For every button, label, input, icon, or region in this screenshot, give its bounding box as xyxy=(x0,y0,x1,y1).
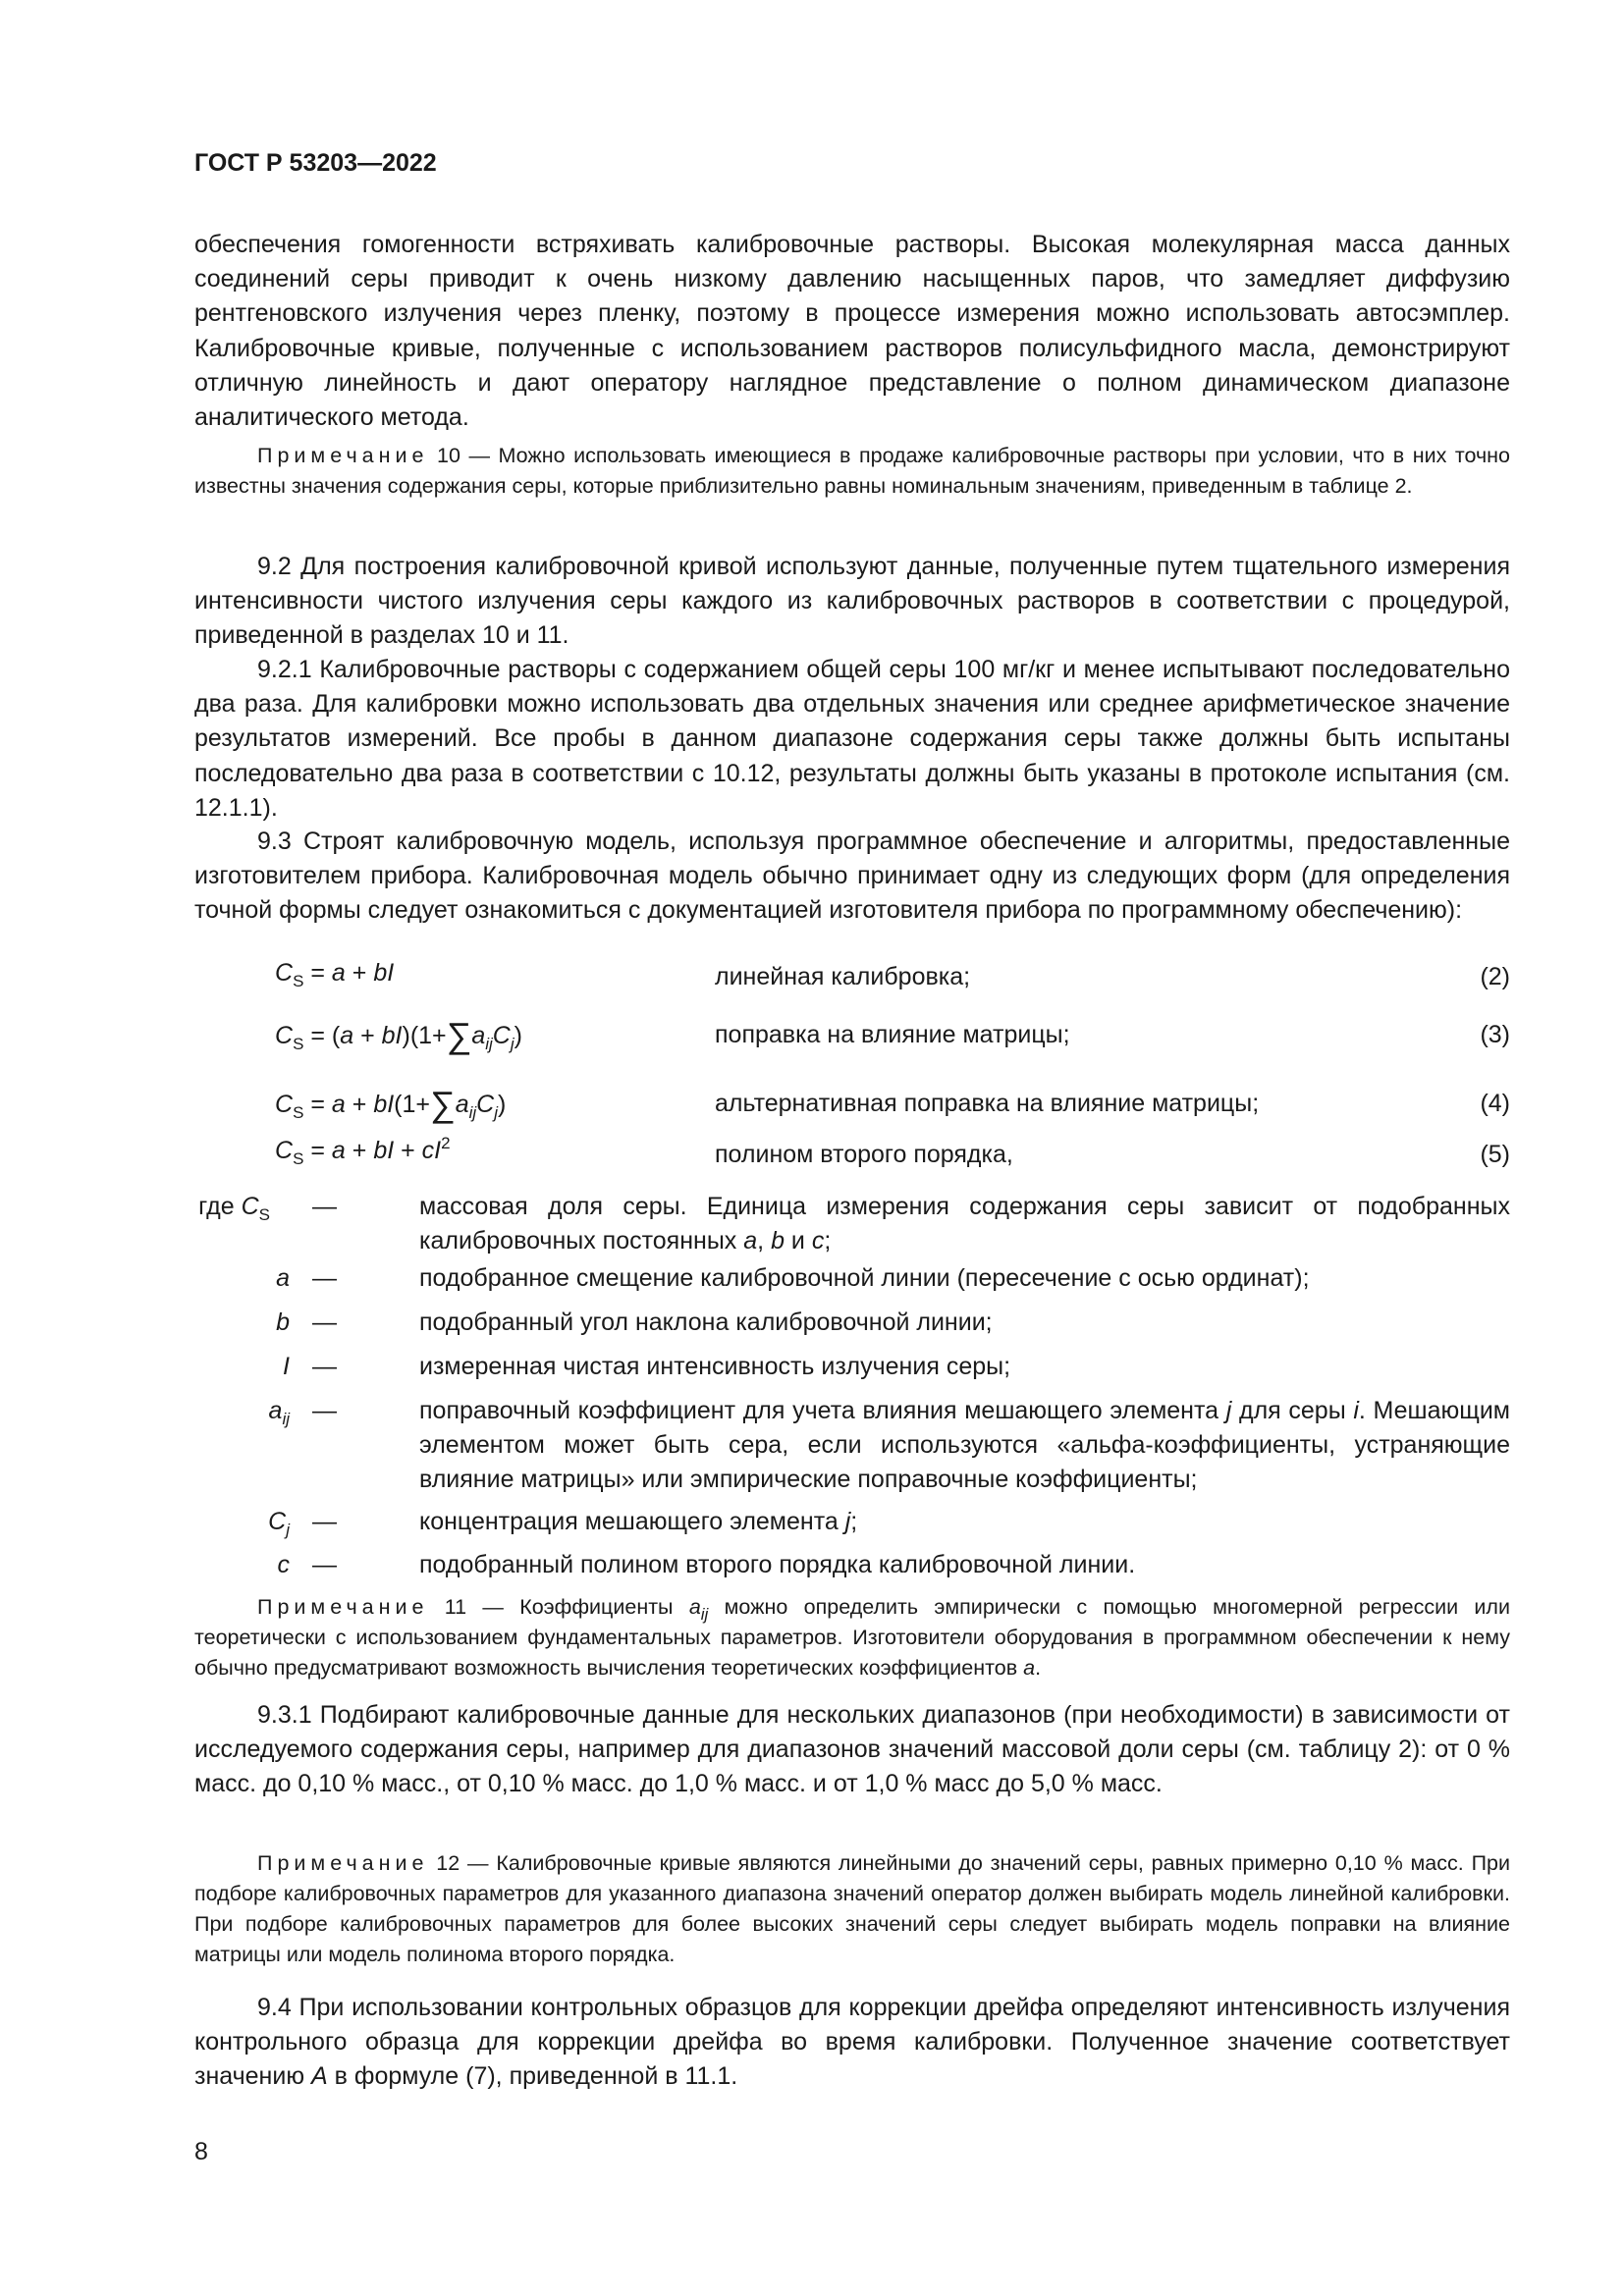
sum-icon: ∑ xyxy=(446,1015,472,1055)
definition-symbol-a: a xyxy=(276,1264,290,1292)
note-label: Примечание xyxy=(257,444,429,467)
definition-a: подобранное смещение калибровочной линии (пересечение с осью ординат); xyxy=(419,1264,1310,1292)
formula-4-description: альтернативная поправка на влияние матрицы; xyxy=(715,1090,1260,1117)
definition-dash: — xyxy=(312,1193,337,1220)
definition-aij: поправочный коэффициент для учета влияния мешающего элемента j для серы i. Мешающим элементом может быть сера, если используются «альфа-коэффициенты, устраняющие влияние матрицы» или эмпирические поправочные коэффициенты; xyxy=(419,1397,1510,1494)
definition-b: подобранный угол наклона калибровочной линии; xyxy=(419,1308,993,1336)
definition-symbol-aij: $a_{ij}$ xyxy=(268,1397,290,1428)
note-12: Примечание 12 — Калибровочные кривые являются линейными до значений серы, равных примерно 0,10 % масс. При подборе калибровочных параметров для указанного диапазона значений оператор должен выбирать модель линейной калибровки. При подборе калибровочных параметров для более высоких значений серы следует выбирать модель поправки на влияние матрицы или модель полинома второго порядка. xyxy=(194,1851,1510,1966)
paragraph-9-2: 9.2 Для построения калибровочной кривой используют данные, полученные путем тщательного измерения интенсивности чистого излучения серы каждого из калибровочных растворов в соответствии с процедурой, приведенной в разделах 10 и 11. xyxy=(194,553,1510,650)
formula-2: $C_S = a$ + bI xyxy=(275,959,395,990)
note-10 xyxy=(194,441,1510,502)
note-11: Примечание 11 — Коэффициенты $a_{ij}$ можно определить эмпирически с помощью многомерной регрессии или теоретически с использованием фундаментальных параметров. Изготовители оборудования в программном обеспечении к нему обычно предусматривают возможность вычисления теоретических коэффициентов a. xyxy=(194,1595,1510,1680)
formula-4: $C_S = a + bI(1+\sum a_{ij}C_j)$ xyxy=(275,1084,507,1124)
paragraph-continuation: обеспечения гомогенности встряхивать калибровочные растворы. Высокая молекулярная масса данных соединений серы приводит к очень низкому давлению насыщенных паров, что замедляет диффузию рентгеновского излучения через пленку, поэтому в процессе измерения можно использовать автосэмплер. Калибровочные кривые, полученные с использованием растворов полисульфидного масла, демонстрируют отличную линейность и дают оператору наглядное представление о полном динамическом диапазоне аналитического метода. xyxy=(194,231,1510,432)
page-number: 8 xyxy=(194,2138,208,2165)
note-label: Примечание xyxy=(257,1851,429,1875)
definition-cs: массовая доля серы. Единица измерения содержания серы зависит от подобранных калибровочных постоянных a, b и c; xyxy=(419,1193,1510,1255)
definition-dash: — xyxy=(312,1308,337,1336)
definition-i: измеренная чистая интенсивность излучения серы; xyxy=(419,1353,1011,1380)
definition-dash: — xyxy=(312,1508,337,1535)
formula-5: $C_S = a$ + bI + $cI^2$ xyxy=(275,1134,451,1168)
sum-icon: ∑ xyxy=(430,1084,456,1124)
formula-5-description: полином второго порядка, xyxy=(715,1141,1013,1168)
definition-symbol-c: c xyxy=(277,1551,290,1578)
definition-dash: — xyxy=(312,1397,337,1424)
definition-symbol-cs: где $C_S$ xyxy=(198,1193,270,1224)
definition-symbol-i: I xyxy=(283,1353,290,1380)
formula-3-description: поправка на влияние матрицы; xyxy=(715,1021,1070,1048)
note-text: 10 — Можно использовать имеющиеся в продаже калибровочные растворы при условии, что в них точно известны значения содержания серы, которые приблизительно равны номинальным значениям, приведенным в таблице 2. xyxy=(194,444,1510,498)
definition-symbol-cj: $C_j$ xyxy=(268,1508,290,1539)
definition-cj: концентрация мешающего элемента j; xyxy=(419,1508,858,1535)
formula-2-number: (2) xyxy=(1480,963,1510,990)
definition-symbol-b: b xyxy=(276,1308,290,1336)
formula-5-number: (5) xyxy=(1480,1141,1510,1168)
paragraph-9-4: 9.4 При использовании контрольных образцов для коррекции дрейфа определяют интенсивность излучения контрольного образца для коррекции дрейфа во время калибровки. Полученное значение соответствует значению A в формуле (7), приведенной в 11.1. xyxy=(194,1994,1510,2091)
paragraph-9-3: 9.3 Строят калибровочную модель, используя программное обеспечение и алгоритмы, предоставленные изготовителем прибора. Калибровочная модель обычно принимает одну из следующих форм (для определения точной формы следует ознакомиться с документацией изготовителя прибора по программному обеспечению): xyxy=(194,828,1510,925)
definition-c: подобранный полином второго порядка калибровочной линии. xyxy=(419,1551,1136,1578)
paragraph-9-3-1: 9.3.1 Подбирают калибровочные данные для нескольких диапазонов (при необходимости) в зависимости от исследуемого содержания серы, например для диапазонов значений массовой доли серы (см. таблицу 2): от 0 % масс. до 0,10 % масс., от 0,10 % масс. до 1,0 % масс. и от 1,0 % масс до 5,0 % масс. xyxy=(194,1701,1510,1798)
formula-3-number: (3) xyxy=(1480,1021,1510,1048)
note-label: Примечание xyxy=(257,1595,429,1619)
definition-dash: — xyxy=(312,1551,337,1578)
document-header: ГОСТ Р 53203—2022 xyxy=(194,149,437,177)
paragraph-9-2-1: 9.2.1 Калибровочные растворы с содержанием общей серы 100 мг/кг и менее испытывают последовательно два раза. Для калибровки можно использовать два отдельных значения или среднее арифметическое значение результатов измерений. Все пробы в данном диапазоне содержания серы также должны быть испытаны последовательно два раза в соответствии с 10.12, результаты должны быть указаны в протоколе испытания (см. 12.1.1). xyxy=(194,656,1510,822)
formula-2-description: линейная калибровка; xyxy=(715,963,971,990)
formula-3: $C_S = (a + bI)(1+\sum a_{ij}C_j)$ xyxy=(275,1015,522,1055)
definition-dash: — xyxy=(312,1264,337,1292)
formula-4-number: (4) xyxy=(1480,1090,1510,1117)
definition-dash: — xyxy=(312,1353,337,1380)
